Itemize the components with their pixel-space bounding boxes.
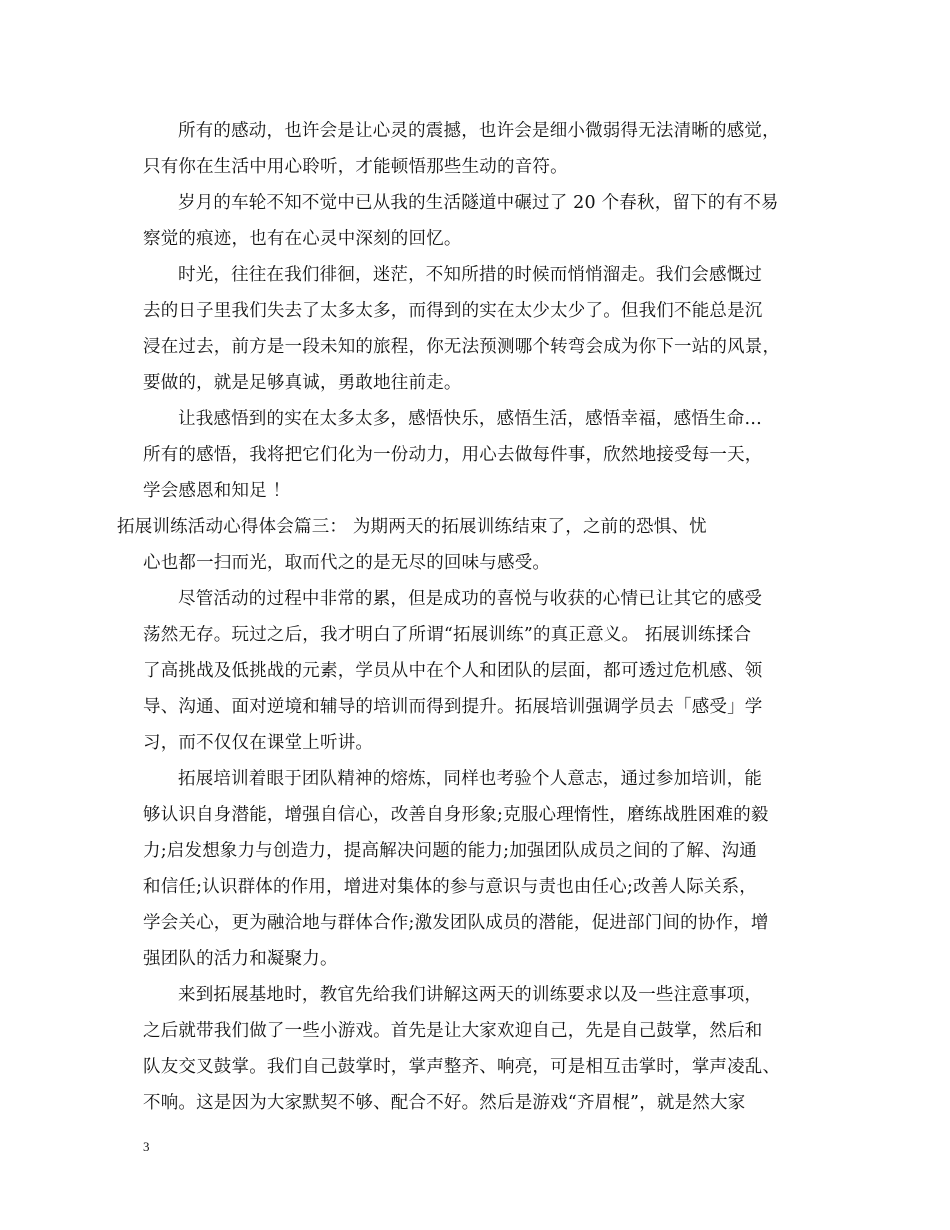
text-line: 队友交叉鼓掌。我们自己鼓掌时，掌声整齐、响亮，可是相互击掌时，掌声凌乱、 [143,1057,781,1077]
text-line: 尽管活动的过程中非常的累，但是成功的喜悦与收获的心情已让其它的感受 [178,589,763,609]
text-line: 所有的感悟，我将把它们化为一份动力，用心去做每件事，欣然地接受每一天， [143,445,763,465]
text-line: 来到拓展基地时，教官先给我们讲解这两天的训练要求以及一些注意事项， [178,985,763,1005]
text-line: 所有的感动，也许会是让心灵的震撼，也许会是细小微弱得无法清晰的感觉， [178,121,780,141]
text-line: 导、沟通、面对逆境和辅导的培训而得到提升。拓展培训强调学员去「感受」学 [143,697,763,717]
text-line: 让我感悟到的实在太多太多，感悟快乐，感悟生活，感悟幸福，感悟生命… [178,409,763,429]
text-line: 力;启发想象力与创造力，提高解决问题的能力;加强团队成员之间的了解、沟通 [143,841,757,861]
text-line: 不响。这是因为大家默契不够、配合不好。然后是游戏“齐眉棍”，就是然大家 [143,1093,746,1113]
text-line: 拓展培训着眼于团队精神的熔炼，同样也考验个人意志，通过参加培训，能 [178,769,763,789]
text-line: 习，而不仅仅在课堂上听讲。 [143,733,374,753]
text-line: 学会感恩和知足 ！ [143,481,291,501]
page-number: 3 [143,1139,150,1154]
text-line: 强团队的活力和凝聚力。 [143,949,338,969]
text-line: 浸在过去，前方是一段未知的旅程，你无法预测哪个转弯会成为你下一站的风景， [143,337,781,357]
text-line: 了高挑战及低挑战的元素，学员从中在个人和团队的层面，都可透过危机感、领 [143,661,763,681]
text-line: 只有你在生活中用心聆听，才能顿悟那些生动的音符。 [143,157,568,177]
text-line: 荡然无存。玩过之后，我才明白了所谓“拓展训练”的真正意义。 拓展训练揉合 [143,625,752,645]
text-line: 之后就带我们做了一些小游戏。首先是让大家欢迎自己，先是自己鼓掌，然后和 [143,1021,763,1041]
text-line: 时光，往往在我们徘徊，迷茫，不知所措的时候而悄悄溜走。我们会感慨过 [178,265,763,285]
text-line: 要做的，就是足够真诚，勇敢地往前走。 [143,373,462,393]
text-line: 心也都一扫而光，取而代之的是无尽的回味与感受。 [143,553,551,573]
section-heading-line: 拓展训练活动心得体会篇三： 为期两天的拓展训练结束了，之前的恐惧、忧 [117,517,707,537]
text-line: 岁月的车轮不知不觉中已从我的生活隧道中碾过了 20 个春秋，留下的有不易 [178,193,779,213]
text-line: 学会关心，更为融洽地与群体合作;激发团队成员的潜能，促进部门间的协作，增 [143,913,769,933]
text-line: 去的日子里我们失去了太多太多，而得到的实在太少太少了。但我们不能总是沉 [143,301,763,321]
text-line: 和信任;认识群体的作用，增进对集体的参与意识与责也由任心;改善人际关系， [143,877,757,897]
text-line: 察觉的痕迹，也有在心灵中深刻的回忆。 [143,229,462,249]
text-line: 够认识自身潜能，增强自信心，改善自身形象;克服心理惰性，磨练战胜困难的毅 [143,805,769,825]
